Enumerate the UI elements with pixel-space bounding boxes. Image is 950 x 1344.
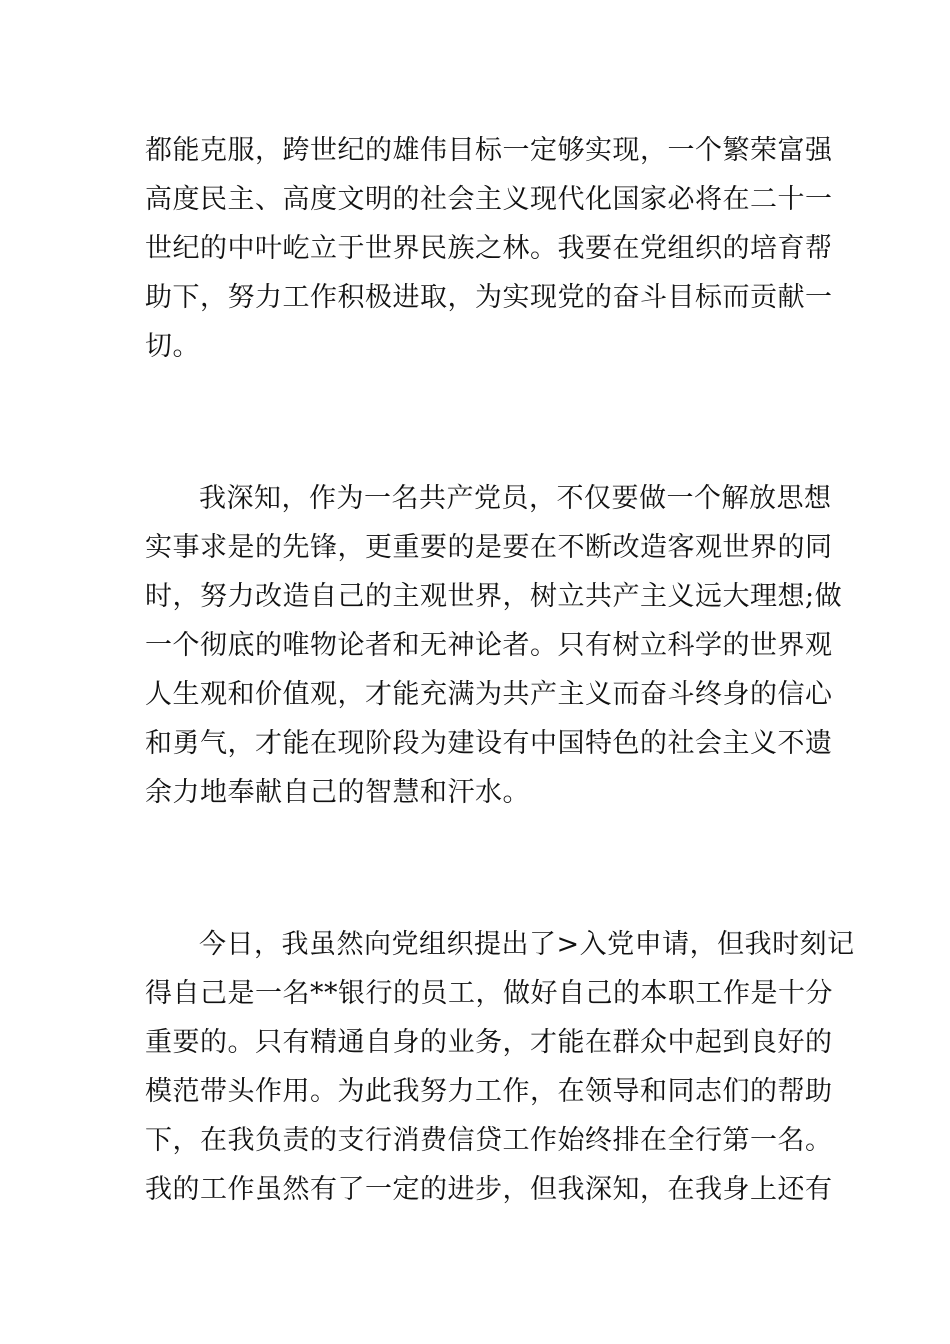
text-line: 和勇气，才能在现阶段为建设有中国特色的社会主义不遗 — [145, 728, 833, 759]
paragraph-1 — [145, 126, 833, 371]
text-line: 实事求是的先锋，更重要的是要在不断改造客观世界的同 — [145, 532, 833, 563]
text-line: 助下，努力工作积极进取，为实现党的奋斗目标而贡献一 — [145, 282, 833, 313]
text-line: 一个彻底的唯物论者和无神论者。只有树立科学的世界观 — [145, 630, 833, 661]
text-line: 重要的。只有精通自身的业务，才能在群众中起到良好的 — [145, 1027, 833, 1058]
text-line: 都能克服，跨世纪的雄伟目标一定够实现，一个繁荣富强 — [145, 135, 833, 166]
text-line: 高度民主、高度文明的社会主义现代化国家必将在二十一 — [145, 184, 833, 215]
text-line: 时，努力改造自己的主观世界，树立共产主义远大理想;做 — [145, 581, 843, 612]
text-line: 模范带头作用。为此我努力工作，在领导和同志们的帮助 — [145, 1076, 833, 1107]
text-line: 余力地奉献自己的智慧和汗水。 — [145, 777, 530, 808]
text-line: 我的工作虽然有了一定的进步，但我深知，在我身上还有 — [145, 1174, 833, 1205]
paragraph-3 — [145, 920, 855, 1214]
text-line: 人生观和价值观，才能充满为共产主义而奋斗终身的信心 — [145, 679, 833, 710]
paragraph-2 — [145, 474, 843, 817]
text-line: 今日，我虽然向党组织提出了>入党申请，但我时刻记 — [199, 929, 855, 960]
text-line: 切。 — [145, 331, 200, 362]
text-line: 我深知，作为一名共产党员，不仅要做一个解放思想 — [199, 483, 832, 514]
text-line: 世纪的中叶屹立于世界民族之林。我要在党组织的培育帮 — [145, 233, 833, 264]
text-line: 下，在我负责的支行消费信贷工作始终排在全行第一名。 — [145, 1125, 833, 1156]
text-line: 得自己是一名**银行的员工，做好自己的本职工作是十分 — [145, 978, 833, 1009]
